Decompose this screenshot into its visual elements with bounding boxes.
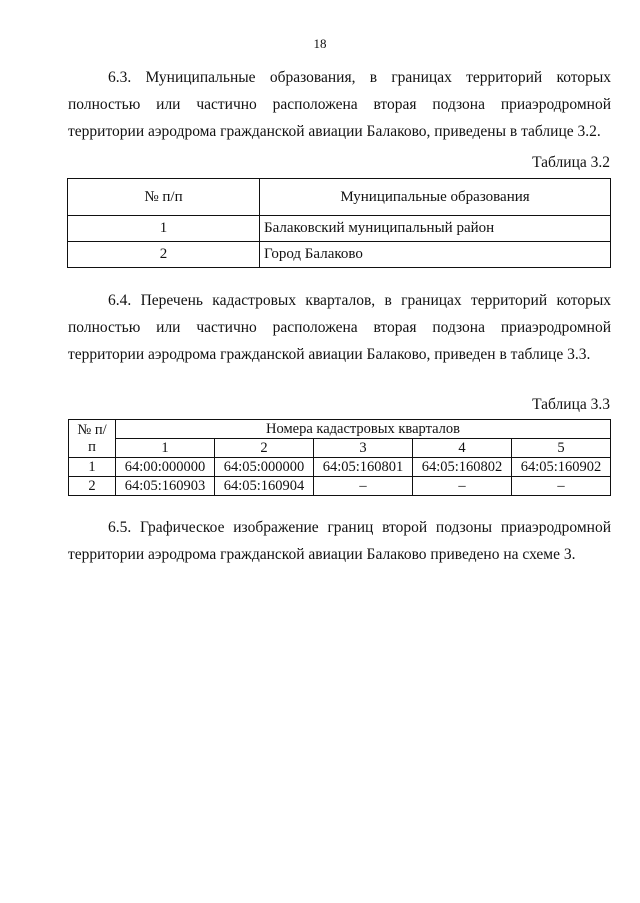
row-number-cell: 2 — [69, 477, 116, 496]
row-number-cell: 1 — [69, 458, 116, 477]
table-header-row — [69, 420, 611, 439]
row-number-cell: 2 — [68, 242, 260, 268]
table-3-3 — [68, 419, 611, 496]
table-header-row — [68, 179, 611, 216]
paragraph-6-5: 6.5. Графическое изображение границ второй подзоны приаэродромной территории аэродрома гражданской авиации Балаково приведено на схеме 3. — [68, 519, 611, 563]
column-number-cell: 5 — [512, 439, 611, 458]
table-row — [68, 216, 611, 242]
page-number: 18 — [313, 36, 327, 51]
table-3-3-caption: Таблица 3.3 — [532, 396, 610, 413]
cadastral-cell: 64:05:160903 — [116, 477, 215, 496]
paragraph-6-3: 6.3. Муниципальные образования, в границах территорий которых полностью или частично расположена вторая подзона приаэродромной территории аэродрома гражданской авиации Балаково, приведены в таблице 3.2. — [68, 69, 611, 140]
row-number-cell: 1 — [68, 216, 260, 242]
cadastral-cell: 64:05:000000 — [215, 458, 314, 477]
cadastral-cell: 64:05:160902 — [512, 458, 611, 477]
cadastral-cell: 64:05:160801 — [314, 458, 413, 477]
cadastral-cell: – — [413, 477, 512, 496]
cadastral-cell: – — [512, 477, 611, 496]
header-number-cell — [68, 179, 260, 216]
cadastral-cell: 64:05:160904 — [215, 477, 314, 496]
cadastral-cell: – — [314, 477, 413, 496]
table-column-numbers-row — [69, 439, 611, 458]
table-3-2-caption: Таблица 3.2 — [532, 154, 610, 171]
header-municipal-cell: Муниципальные образования — [260, 179, 611, 216]
cadastral-cell: 64:00:000000 — [116, 458, 215, 477]
header-number-label: № п/п — [144, 189, 183, 205]
paragraph-6-4: 6.4. Перечень кадастровых кварталов, в границах территорий которых полностью или частично расположена вторая подзона приаэродромной территории аэродрома гражданской авиации Балаково, приведен в таблице 3.3. — [68, 292, 611, 363]
table-row — [68, 242, 611, 268]
table-row — [69, 477, 611, 496]
row-name-cell: Балаковский муниципальный район — [260, 216, 611, 242]
column-number-cell: 1 — [116, 439, 215, 458]
header-number-cell — [69, 420, 116, 458]
column-number-cell: 4 — [413, 439, 512, 458]
column-number-cell: 2 — [215, 439, 314, 458]
column-number-cell: 3 — [314, 439, 413, 458]
header-number-label: № п/п — [77, 421, 107, 455]
header-group-cell: Номера кадастровых кварталов — [116, 420, 611, 439]
cadastral-cell: 64:05:160802 — [413, 458, 512, 477]
table-3-2 — [67, 178, 611, 268]
row-name-cell: Город Балаково — [260, 242, 611, 268]
table-row — [69, 458, 611, 477]
